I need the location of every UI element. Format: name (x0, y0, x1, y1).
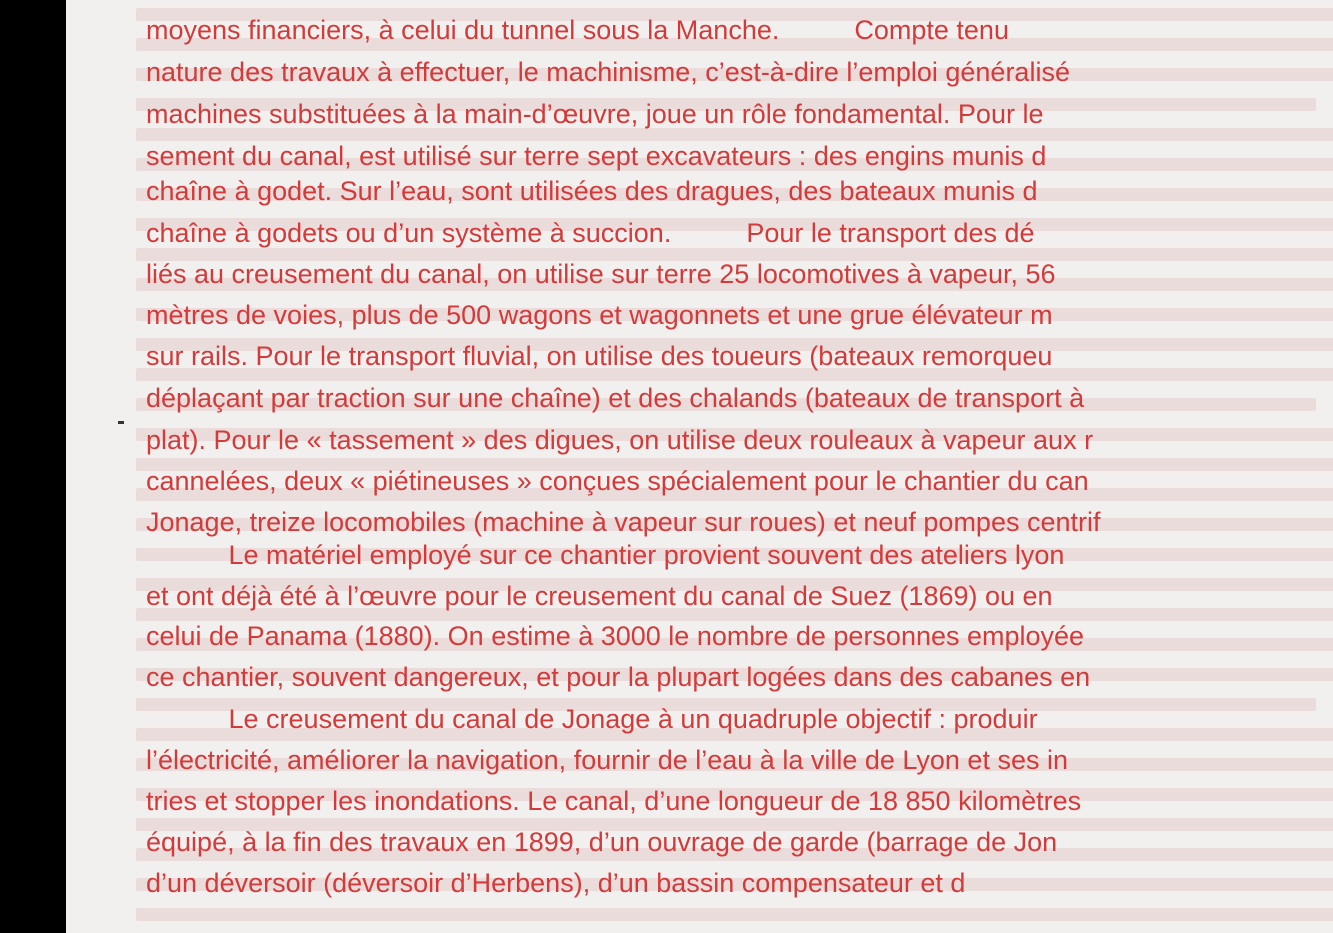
text-line: celui de Panama (1880). On estime à 3000 le nombre de personnes employée (146, 621, 1085, 651)
text-line: Le creusement du canal de Jonage à un quadruple objectif : produir (146, 704, 1038, 734)
text-line: déplaçant par traction sur une chaîne) et des chalands (bateaux de transport à (146, 383, 1085, 413)
text-line: Jonage, treize locomobiles (machine à vapeur sur roues) et neuf pompes centrif (146, 507, 1101, 537)
text-line: et ont déjà été à l’œuvre pour le creusement du canal de Suez (1869) ou en (146, 581, 1053, 611)
text-line: mètres de voies, plus de 500 wagons et wagonnets et une grue élévateur m (146, 300, 1053, 330)
document-page (66, 0, 1333, 933)
text-line: machines substituées à la main-d’œuvre, joue un rôle fondamental. Pour le (146, 99, 1044, 129)
text-line: nature des travaux à effectuer, le machinisme, c’est-à-dire l’emploi généralisé (146, 57, 1070, 87)
text-line: sement du canal, est utilisé sur terre sept excavateurs : des engins munis d (146, 141, 1047, 171)
text-line: Le matériel employé sur ce chantier provient souvent des ateliers lyon (146, 540, 1065, 570)
text-line: d’un déversoir (déversoir d’Herbens), d’un bassin compensateur et d (146, 868, 966, 898)
text-line: sur rails. Pour le transport fluvial, on utilise des toueurs (bateaux remorqueu (146, 341, 1053, 371)
text-line: liés au creusement du canal, on utilise sur terre 25 locomotives à vapeur, 56 (146, 259, 1056, 289)
text-line: moyens financiers, à celui du tunnel sous la Manche. Compte tenu (146, 15, 1009, 45)
text-line: plat). Pour le « tassement » des digues, on utilise deux rouleaux à vapeur aux r (146, 425, 1094, 455)
text-line: chaîne à godet. Sur l’eau, sont utilisées des dragues, des bateaux munis d (146, 176, 1038, 206)
text-line: cannelées, deux « piétineuses » conçues spécialement pour le chantier du can (146, 466, 1089, 496)
text-line: ce chantier, souvent dangereux, et pour la plupart logées dans des cabanes en (146, 662, 1091, 692)
stray-mark (118, 421, 124, 424)
text-line: équipé, à la fin des travaux en 1899, d’un ouvrage de garde (barrage de Jon (146, 827, 1058, 857)
text-line: chaîne à godets ou d’un système à succion. Pour le transport des dé (146, 218, 1035, 248)
text-line: tries et stopper les inondations. Le canal, d’une longueur de 18 850 kilomètres (146, 786, 1082, 816)
text-line: l’électricité, améliorer la navigation, fournir de l’eau à la ville de Lyon et ses in (146, 745, 1068, 775)
ghost-line (136, 908, 1333, 921)
